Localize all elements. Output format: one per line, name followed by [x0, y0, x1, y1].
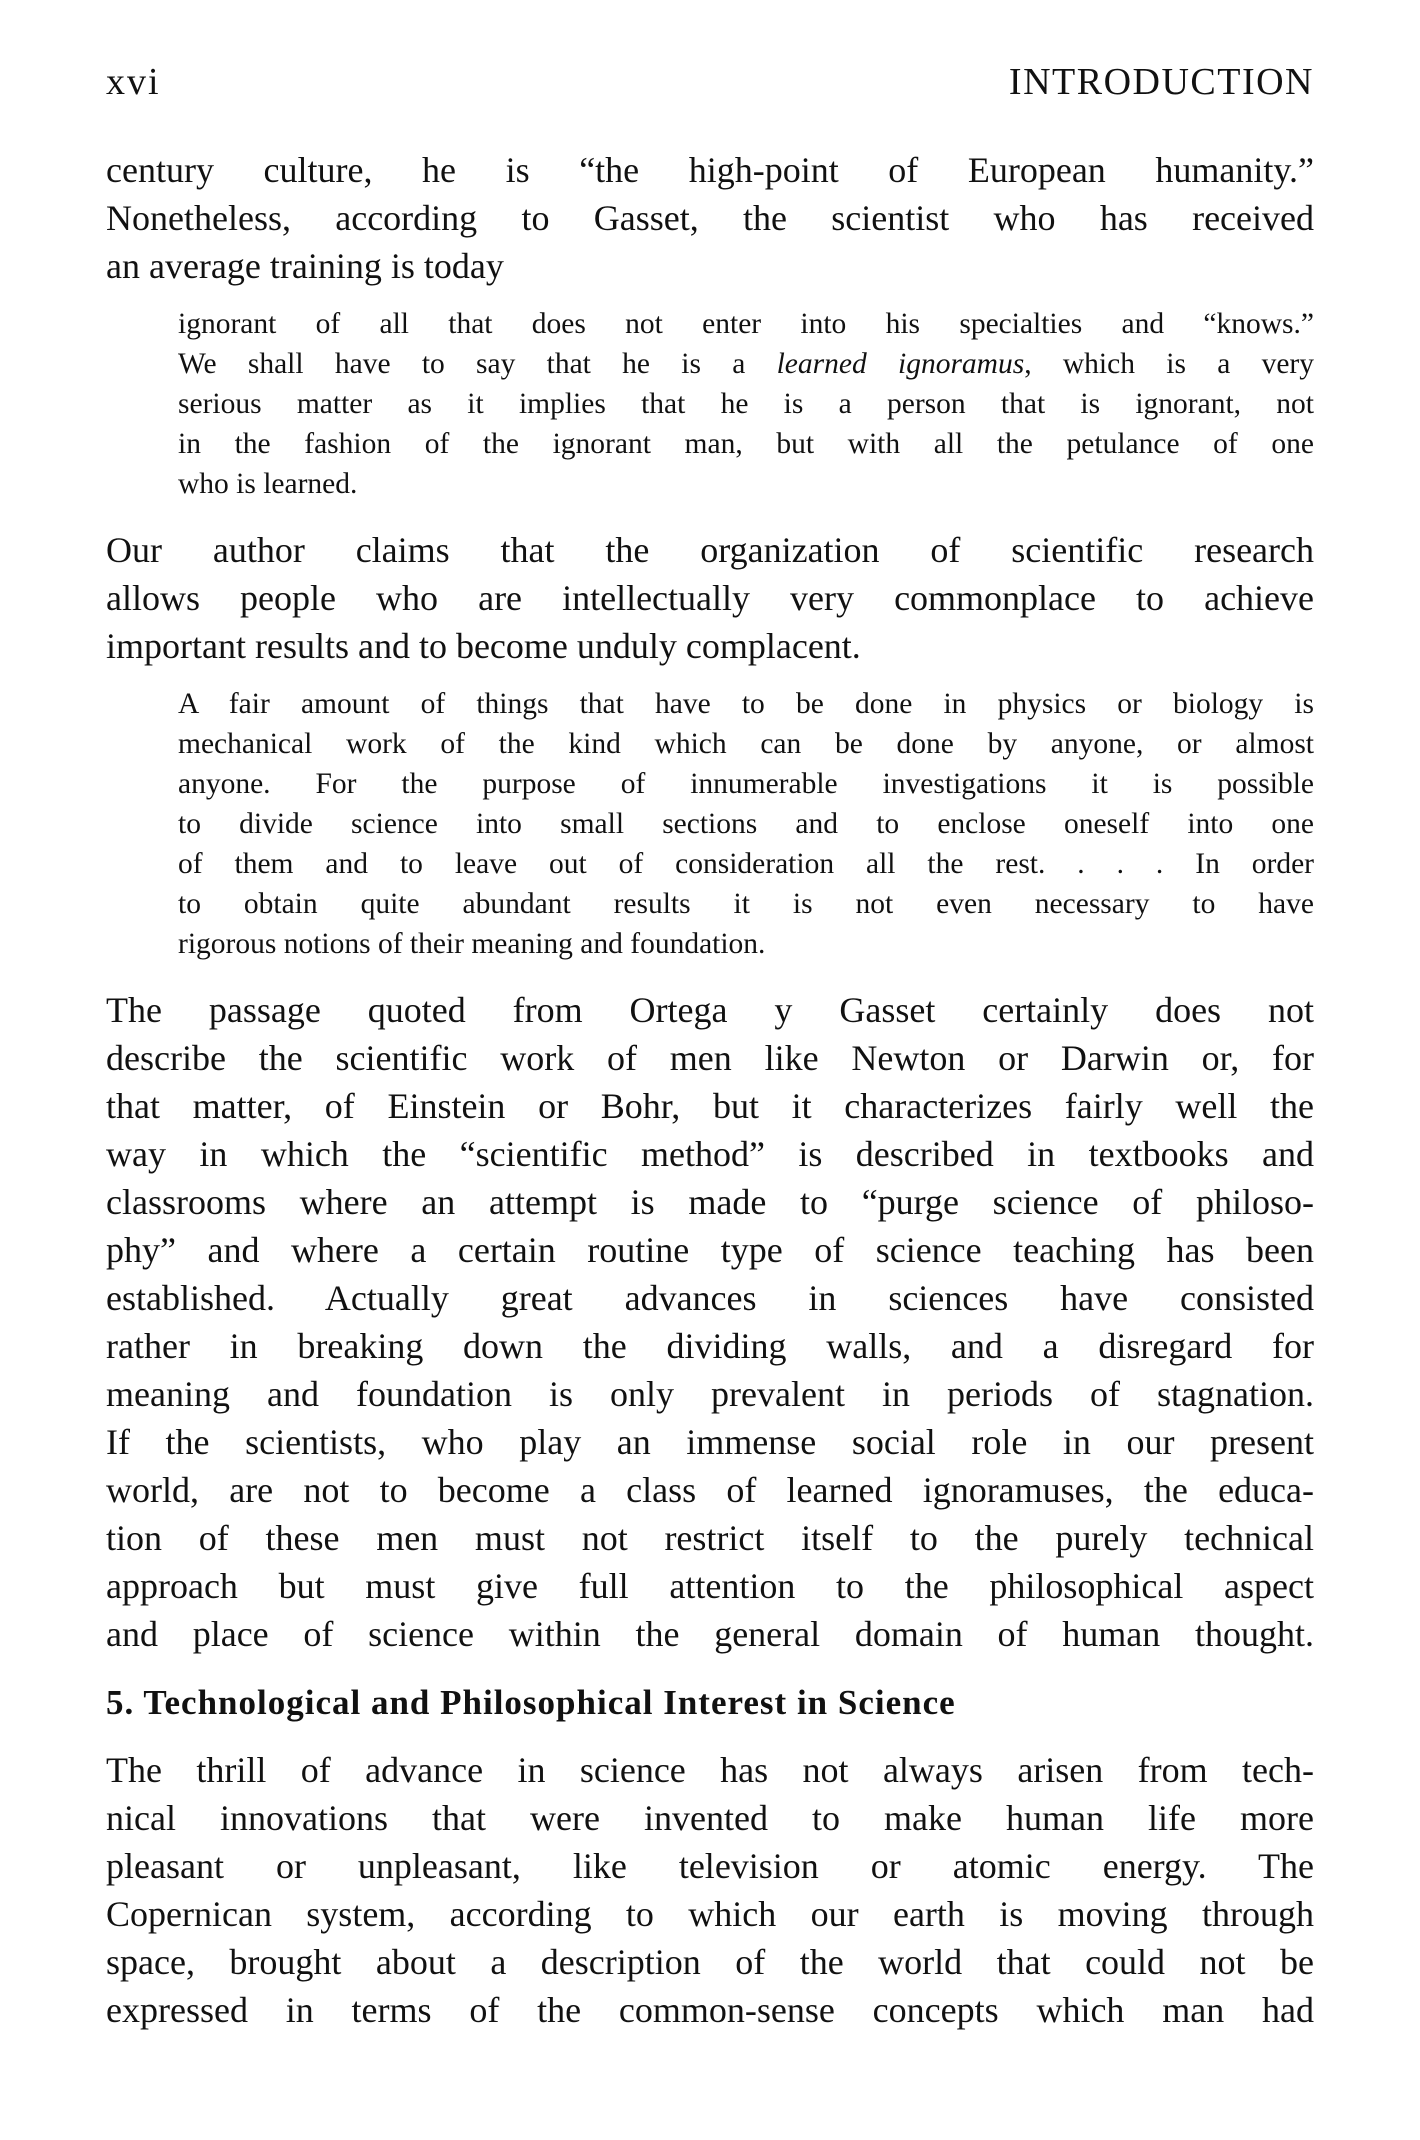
- quote-line: of them and to leave out of consideration all the rest. . . . In order: [178, 848, 1314, 880]
- paragraph-5: [106, 1746, 1314, 2034]
- text-line: and place of science within the general domain of human thought.: [106, 1614, 1314, 1654]
- paragraph-4: [106, 1418, 1314, 1658]
- text-line: The passage quoted from Ortega y Gasset certainly does not: [106, 990, 1314, 1030]
- paragraph-1: [106, 146, 1314, 290]
- running-head: [106, 60, 1314, 120]
- text-line: pleasant or unpleasant, like television or atomic energy. The: [106, 1846, 1314, 1886]
- text-line: world, are not to become a class of learned ignoramuses, the educa-: [106, 1470, 1314, 1510]
- quote-line: to divide science into small sections and to enclose oneself into one: [178, 808, 1314, 840]
- text-line: established. Actually great advances in sciences have consisted: [106, 1278, 1314, 1318]
- chapter-title: INTRODUCTION: [1008, 61, 1314, 103]
- section-heading: 5. Technological and Philosophical Interest in Science: [106, 1683, 956, 1722]
- text-line: way in which the “scientific method” is described in textbooks and: [106, 1134, 1314, 1174]
- page-number: xvi: [106, 61, 161, 103]
- text-line: approach but must give full attention to the philosophical aspect: [106, 1566, 1314, 1606]
- quote-line: in the fashion of the ignorant man, but with all the petulance of one: [178, 428, 1314, 460]
- block-quote-2: [178, 684, 1314, 964]
- block-quote-1: [178, 304, 1314, 504]
- paragraph-3: [106, 986, 1314, 1418]
- text-line: classrooms where an attempt is made to “purge science of philoso-: [106, 1182, 1314, 1222]
- text-line: Nonetheless, according to Gasset, the scientist who has received: [106, 198, 1314, 238]
- text-line: century culture, he is “the high-point of European humanity.”: [106, 150, 1314, 190]
- paragraph-2: [106, 526, 1314, 670]
- quote-line: ignorant of all that does not enter into his specialties and “knows.”: [178, 308, 1314, 340]
- text-line: If the scientists, who play an immense social role in our present: [106, 1422, 1314, 1462]
- text-line: phy” and where a certain routine type of science teaching has been: [106, 1230, 1314, 1270]
- text-line: describe the scientific work of men like Newton or Darwin or, for: [106, 1038, 1314, 1078]
- quote-line: [178, 344, 1314, 384]
- quote-line: A fair amount of things that have to be done in physics or biology is: [178, 688, 1314, 720]
- text-line: expressed in terms of the common-sense concepts which man had: [106, 1990, 1314, 2030]
- quote-line: mechanical work of the kind which can be done by anyone, or almost: [178, 728, 1314, 760]
- quote-line: serious matter as it implies that he is a person that is ignorant, not: [178, 388, 1314, 420]
- quote-line: anyone. For the purpose of innumerable investigations it is possible: [178, 768, 1314, 800]
- body-text: [106, 146, 1314, 2034]
- emphasis-learned-ignoramus: learned ignoramus: [776, 348, 1025, 380]
- text-line: rather in breaking down the dividing walls, and a disregard for: [106, 1326, 1314, 1366]
- quote-line: who is learned.: [178, 468, 358, 500]
- quote-line-head: We shall have to say that he is a: [178, 348, 777, 380]
- text-line: important results and to become unduly complacent.: [106, 626, 861, 666]
- text-line: The thrill of advance in science has not always arisen from tech-: [106, 1750, 1314, 1790]
- quote-line-tail: , which is a very: [1024, 348, 1314, 380]
- text-line: allows people who are intellectually very commonplace to achieve: [106, 578, 1314, 618]
- text-line: nical innovations that were invented to make human life more: [106, 1798, 1314, 1838]
- text-line: tion of these men must not restrict itself to the purely technical: [106, 1518, 1314, 1558]
- quote-line: to obtain quite abundant results it is not even necessary to have: [178, 888, 1314, 920]
- text-line: Our author claims that the organization of scientific research: [106, 530, 1314, 570]
- quote-line: rigorous notions of their meaning and foundation.: [178, 928, 766, 960]
- text-line: an average training is today: [106, 246, 504, 286]
- text-line: space, brought about a description of the world that could not be: [106, 1942, 1314, 1982]
- text-line: Copernican system, according to which our earth is moving through: [106, 1894, 1314, 1934]
- text-line: that matter, of Einstein or Bohr, but it characterizes fairly well the: [106, 1086, 1314, 1126]
- text-line: meaning and foundation is only prevalent in periods of stagnation.: [106, 1374, 1314, 1414]
